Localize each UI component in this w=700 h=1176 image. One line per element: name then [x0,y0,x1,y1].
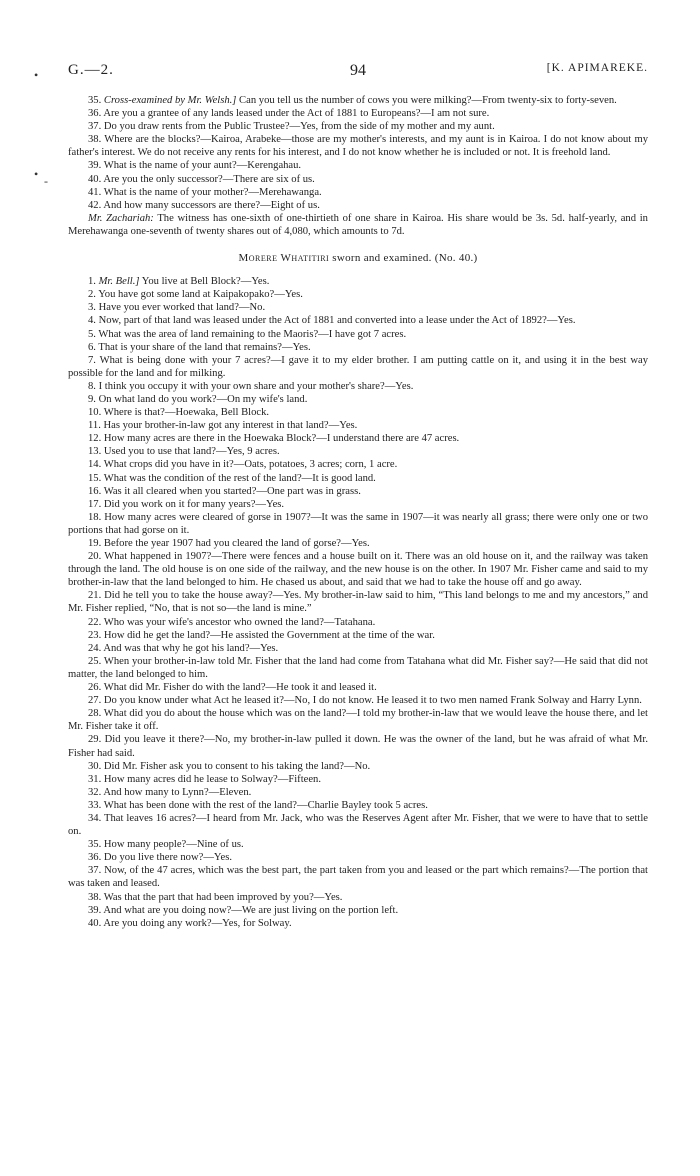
testimony-text: What is the name of your aunt?—Kerengahau. [103,160,302,172]
testimony-paragraph [68,773,648,786]
testimony-text: Can you tell us the number of cows you were milking?—From twenty-six to forty-seven. [236,95,617,106]
testimony-paragraph [68,173,648,186]
question-number: 13. [88,446,104,458]
testimony-paragraph [68,406,648,419]
testimony-text: What is the name of your mother?—Merehawanga. [103,186,322,198]
testimony-text: How did he get the land?—He assisted the Government at the time of the war. [103,629,435,641]
question-number: 23. [88,629,104,641]
question-number: 38. [88,134,105,146]
testimony-text: When your brother-in-law told Mr. Fisher that the land had come from Tatahana what did Mr. Fisher say?—He said that did not matter, the land belonged to him. [68,655,648,680]
question-number: 20. [88,551,105,563]
testimony-paragraph [68,864,648,890]
testimony-paragraph [68,537,648,550]
testimony-paragraph [68,341,648,354]
witness-heading-text: sworn and examined. (No. 40.) [329,252,478,265]
testimony-text: What crops did you have in it?—Oats, potatoes, 3 acres; corn, 1 acre. [103,459,398,471]
testimony-paragraph [68,655,648,681]
question-number: 34. [88,812,105,824]
witness-running-head: [K. APIMAREKE. [546,62,648,74]
testimony-paragraph [68,681,648,694]
testimony-paragraph [68,498,648,511]
testimony-paragraph [68,107,648,120]
testimony-paragraph [68,432,648,445]
speaker-label: Mr. Bell.] [98,276,140,288]
testimony-text: Are you a grantee of any lands leased under the Act of 1881 to Europeans?—I am not sure. [103,108,490,120]
testimony-text: You live at Bell Block?—Yes. [139,276,270,288]
testimony-text: Did he tell you to take the house away?—Yes. My brother-in-law said to him, “This land belongs to me and my ancestors,” and Mr. Fisher replied, “No, that is not so—the land is mine.” [68,590,649,615]
testimony-paragraph [68,616,648,629]
testimony-text: I think you occupy it with your own share and your mother's share?—Yes. [98,380,414,392]
question-number: 1. [88,276,99,288]
testimony-paragraph [68,458,648,471]
question-number: 6. [88,341,99,353]
testimony-paragraph [68,629,648,642]
page-number: 94 [350,62,366,79]
testimony-text: What was the condition of the rest of the land?—It is good land. [103,472,376,484]
testimony-paragraph [68,328,648,341]
question-number: 18. [88,511,105,523]
question-number: 35. [88,95,104,106]
testimony-paragraph [68,393,648,406]
testimony-paragraph [68,550,648,589]
question-number: 39. [88,904,104,916]
testimony-text: And what are you doing now?—We are just living on the portion left. [103,904,399,916]
testimony-paragraph [68,917,648,930]
testimony-paragraph [68,186,648,199]
testimony-paragraph [68,733,648,759]
question-number: 39. [88,160,104,172]
testimony-text: What is being done with your 7 acres?—I gave it to my elder brother. I am putting cattle on it, and using it in the best way possible for the land and for milking. [68,354,649,379]
testimony-paragraph [68,511,648,537]
testimony-text: What did you do about the house which was on the land?—I told my brother-in-law that we would leave the house there, and let Mr. Fisher take it off. [68,708,648,733]
testimony-paragraph [68,419,648,432]
testimony-paragraph [68,760,648,773]
margin-mark: - [44,174,48,188]
testimony-paragraph [68,904,648,917]
question-number: 31. [88,773,104,785]
document-body [68,94,648,930]
testimony-paragraph [68,472,648,485]
testimony-text: Was that the part that had been improved by you?—Yes. [103,891,343,903]
testimony-text: That is your share of the land that remains?—Yes. [98,341,311,353]
testimony-text: That leaves 16 acres?—I heard from Mr. Jack, who was the Reserves Agent after Mr. Fisher, that we were to have that to settle on. [68,812,648,838]
document-page [68,62,648,930]
testimony-text: How many acres were cleared of gorse in 1907?—It was the same in 1907—it was nearly all grass; there were only one or two portions that had gorse on it. [68,511,649,536]
testimony-paragraph [68,851,648,864]
question-number: 42. [88,199,104,211]
testimony-text: And how many to Lynn?—Eleven. [103,786,252,798]
question-number: 10. [88,407,104,419]
question-number: 41. [88,186,104,198]
testimony-paragraph [68,133,648,159]
testimony-text: What has been done with the rest of the land?—Charlie Bayley took 5 acres. [103,799,428,811]
question-number: 16. [88,485,104,497]
question-number: 19. [88,538,104,549]
testimony-text: Used you to use that land?—Yes, 9 acres. [103,446,280,458]
question-number: 14. [88,459,104,471]
testimony-paragraph [68,786,648,799]
question-number: 3. [88,302,99,314]
question-number: 27. [88,695,104,707]
testimony-paragraph [68,199,648,212]
testimony-paragraph [68,838,648,851]
testimony-text: And how many successors are there?—Eight of us. [103,199,320,211]
witness-name: Morere Whatitiri [238,252,330,265]
question-number: 35. [88,839,104,851]
testimony-text: Was it all cleared when you started?—One part was in grass. [103,485,361,497]
question-number: 40. [88,173,104,185]
testimony-paragraph [68,445,648,458]
witness-heading [68,252,648,265]
testimony-paragraph [68,275,648,288]
testimony-paragraph [68,120,648,133]
speaker-label: Cross-examined by Mr. Welsh.] [103,95,237,106]
testimony-text: What did Mr. Fisher do with the land?—He took it and leased it. [103,682,377,694]
question-number: 37. [88,865,105,877]
question-number: 36. [88,108,104,120]
testimony-paragraph [68,288,648,301]
testimony-paragraph [68,314,648,327]
page-header [68,62,648,84]
question-number: 8. [88,380,99,392]
testimony-text: How many acres are there in the Hoewaka Block?—I understand there are 47 acres. [103,433,460,445]
question-number: 24. [88,642,104,654]
question-number: 38. [88,891,104,903]
testimony-paragraph [68,694,648,707]
testimony-paragraph [68,94,648,107]
testimony-paragraph [68,812,648,838]
testimony-paragraph [68,707,648,733]
testimony-text: Are you doing any work?—Yes, for Solway. [103,917,292,929]
question-number: 28. [88,708,104,720]
question-number: 29. [88,734,105,746]
question-number: 33. [88,799,104,811]
question-number: 4. [88,315,99,327]
question-number: 37. [88,121,104,133]
testimony-text: What happened in 1907?—There were fences and a house built on it. There was an old house on it, and the railway was taken through the land. The old house is on one side of the railway, and the new house is on the other. In 1907 Mr. Fisher came and said to my brother-in-law that the land belonged to him. He chased us about, and said that we had to take the house off and go away. [68,551,649,589]
testimony-text: Are you the only successor?—There are six of us. [103,173,315,185]
testimony-paragraph [68,159,648,172]
testimony-text: On what land do you work?—On my wife's land. [98,393,308,405]
testimony-text: The witness has one-sixth of one-thirtieth of one share in Kairoa. His share would be 3s. 5d. half-yearly, and in Merehawanga one-seventh of twenty shares out of 4,080, which amounts to 7d. [68,212,648,237]
testimony-text: Did Mr. Fisher ask you to consent to his taking the land?—No. [103,760,371,772]
testimony-text: Where are the blocks?—Kairoa, Arabeke—those are my mother's interests, and my aunt is in Kairoa. I do not know about my father's interest. We do not receive any rents for his interest, and I do not know whether he is included or not. It is freehold land. [68,134,649,159]
testimony-text: Do you know under what Act he leased it?—No, I do not know. He leased it to two men named Frank Solway and Harry Lynn. [103,695,642,707]
testimony-paragraph [68,380,648,393]
testimony-text: How many people?—Nine of us. [103,839,244,851]
question-number: 26. [88,682,104,694]
question-number: 25. [88,655,104,667]
testimony-section-1 [68,94,648,238]
testimony-paragraph [68,589,648,615]
testimony-paragraph [68,891,648,904]
question-number: 9. [88,393,99,405]
testimony-text: Do you live there now?—Yes. [103,852,232,864]
testimony-paragraph [68,354,648,380]
question-number: 21. [88,590,105,602]
question-number: 30. [88,760,104,772]
testimony-text: And was that why he got his land?—Yes. [103,642,279,654]
question-number: 32. [88,786,104,798]
testimony-text: Now, of the 47 acres, which was the best part, the part taken from you and leased or the part which remains?—The portion that was taken and leased. [68,865,648,890]
testimony-text: Did you leave it there?—No, my brother-in-law pulled it down. He was the owner of the land, but he was afraid of what Mr. Fisher had said. [68,734,649,759]
question-number: 36. [88,852,104,864]
testimony-text: Have you ever worked that land?—No. [98,302,266,314]
question-number: 15. [88,472,104,484]
speaker-label: Mr. Zachariah: [88,212,154,224]
margin-mark: • [34,167,39,181]
testimony-text: What was the area of land remaining to the Maoris?—I have got 7 acres. [98,328,407,340]
testimony-paragraph [68,799,648,812]
testimony-text: You have got some land at Kaipakopako?—Yes. [98,289,303,301]
testimony-paragraph [68,642,648,655]
question-number: 2. [88,289,99,301]
margin-mark: • [34,68,39,82]
testimony-paragraph [68,485,648,498]
question-number: 40. [88,917,104,929]
testimony-text: Where is that?—Hoewaka, Bell Block. [103,407,270,419]
question-number: 12. [88,433,104,445]
testimony-text: Who was your wife's ancestor who owned the land?—Tatahana. [103,616,376,628]
document-reference: G.—2. [68,62,114,78]
question-number: 11. [88,420,104,432]
question-number: 5. [88,328,99,340]
testimony-text: Now, part of that land was leased under the Act of 1881 and converted into a lease under the Act of 1892?—Yes. [98,315,576,327]
question-number: 17. [88,498,104,510]
testimony-text: Do you draw rents from the Public Trustee?—Yes, from the side of my mother and my aunt. [103,121,495,133]
testimony-section-2 [68,275,648,930]
testimony-paragraph [68,301,648,314]
testimony-text: Did you work on it for many years?—Yes. [103,498,285,510]
testimony-text: Has your brother-in-law got any interest in that land?—Yes. [103,420,358,432]
testimony-text: Before the year 1907 had you cleared the land of gorse?—Yes. [103,538,370,549]
testimony-text: How many acres did he lease to Solway?—Fifteen. [103,773,322,785]
testimony-paragraph [68,212,648,238]
question-number: 7. [88,354,100,366]
question-number: 22. [88,616,104,628]
